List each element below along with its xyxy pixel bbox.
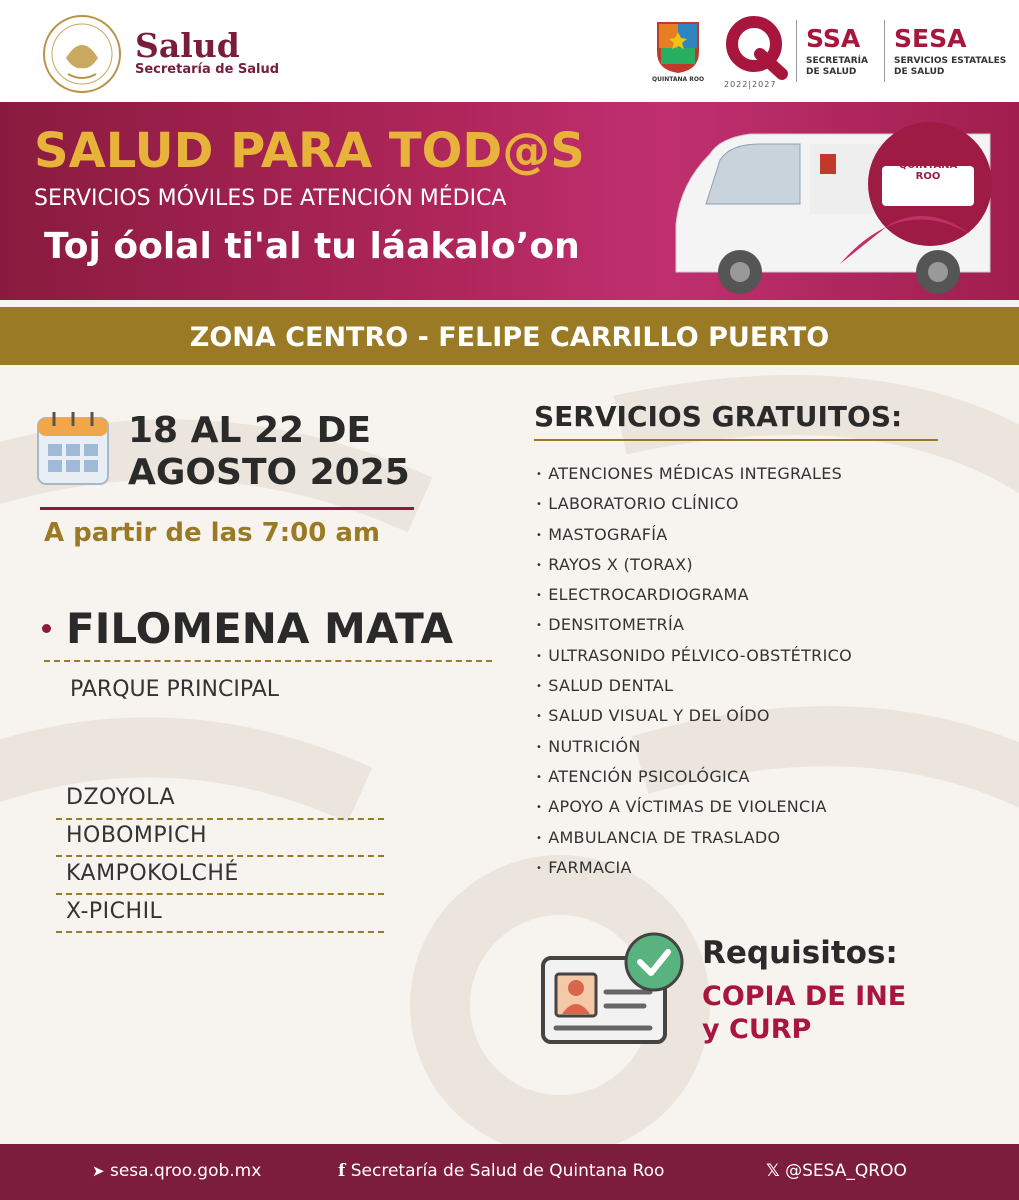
secretaria-logo-text: Secretaría de Salud bbox=[135, 62, 280, 77]
requirements-text bbox=[702, 980, 906, 1046]
service-item: • SALUD DENTAL bbox=[536, 674, 852, 704]
cursor-icon: ➤ bbox=[92, 1162, 105, 1180]
location-underline bbox=[44, 660, 492, 662]
service-item: • FARMACIA bbox=[536, 856, 852, 886]
community-item: KAMPOKOLCHÉ bbox=[66, 861, 239, 886]
service-item: • APOYO A VÍCTIMAS DE VIOLENCIA bbox=[536, 795, 852, 825]
banner-maya-slogan: Toj óolal ti'al tu láakalo’on bbox=[44, 226, 580, 267]
salud-logo-text: Salud bbox=[135, 26, 240, 65]
term-years: 2022|2027 bbox=[724, 80, 777, 89]
website-text: sesa.qroo.gob.mx bbox=[109, 1161, 262, 1181]
service-item: • ATENCIÓN PSICOLÓGICA bbox=[536, 765, 852, 795]
community-divider bbox=[56, 855, 384, 857]
date-underline bbox=[40, 507, 414, 510]
id-card-check-icon bbox=[540, 930, 690, 1048]
requirement-curp: y CURP bbox=[702, 1014, 812, 1045]
x-link[interactable] bbox=[766, 1161, 907, 1181]
service-item: • SALUD VISUAL Y DEL OÍDO bbox=[536, 704, 852, 734]
date-line-1: 18 AL 22 DE bbox=[128, 410, 372, 451]
banner-subtitle: SERVICIOS MÓVILES DE ATENCIÓN MÉDICA bbox=[34, 186, 507, 211]
calendar-icon bbox=[36, 408, 110, 486]
community-divider bbox=[56, 818, 384, 820]
facebook-link[interactable] bbox=[338, 1161, 664, 1181]
facebook-text: Secretaría de Salud de Quintana Roo bbox=[350, 1161, 665, 1181]
mobile-clinic-van-icon bbox=[670, 114, 1000, 300]
service-item: • RAYOS X (TORAX) bbox=[536, 553, 852, 583]
ssa-sub2: DE SALUD bbox=[806, 67, 857, 77]
services-underline bbox=[534, 439, 938, 441]
ssa-sub1: SECRETARÍA bbox=[806, 56, 868, 66]
service-item: • NUTRICIÓN bbox=[536, 735, 852, 765]
header-divider bbox=[796, 20, 797, 82]
venue-name: PARQUE PRINCIPAL bbox=[70, 677, 280, 702]
coat-of-arms-icon bbox=[38, 12, 126, 96]
services-title: SERVICIOS GRATUITOS: bbox=[534, 400, 903, 433]
service-item: • ELECTROCARDIOGRAMA bbox=[536, 583, 852, 613]
q-logo-icon bbox=[720, 14, 790, 80]
quintana-roo-caption: QUINTANA ROO bbox=[652, 76, 705, 83]
service-item: • LABORATORIO CLÍNICO bbox=[536, 492, 852, 522]
service-item: • ATENCIONES MÉDICAS INTEGRALES bbox=[536, 462, 852, 492]
sesa-logo-text: SESA bbox=[894, 24, 967, 53]
event-time: A partir de las 7:00 am bbox=[44, 518, 381, 548]
requirements-title: Requisitos: bbox=[702, 935, 898, 971]
website-link[interactable] bbox=[92, 1161, 261, 1181]
sesa-sub1: SERVICIOS ESTATALES bbox=[894, 56, 1007, 66]
van-logo-text: QUINTANA ROO bbox=[898, 160, 958, 182]
ssa-logo-text: SSA bbox=[806, 24, 861, 53]
facebook-icon: f bbox=[338, 1161, 346, 1181]
sesa-sub2: DE SALUD bbox=[894, 67, 945, 77]
community-item: HOBOMPICH bbox=[66, 823, 208, 848]
x-icon: 𝕏 bbox=[766, 1161, 780, 1181]
quintana-roo-shield-icon bbox=[655, 16, 701, 74]
community-divider bbox=[56, 931, 384, 933]
community-divider bbox=[56, 893, 384, 895]
event-date bbox=[128, 410, 410, 494]
zone-title: ZONA CENTRO - FELIPE CARRILLO PUERTO bbox=[189, 322, 830, 353]
service-item: • DENSITOMETRÍA bbox=[536, 613, 852, 643]
community-item: X-PICHIL bbox=[66, 899, 163, 924]
location-bullet bbox=[42, 624, 51, 633]
x-handle-text: @SESA_QROO bbox=[785, 1161, 907, 1181]
service-item: • ULTRASONIDO PÉLVICO-OBSTÉTRICO bbox=[536, 644, 852, 674]
service-item: • MASTOGRAFÍA bbox=[536, 523, 852, 553]
services-list bbox=[536, 462, 852, 886]
location-name: FILOMENA MATA bbox=[66, 604, 453, 653]
header-divider-2 bbox=[884, 20, 885, 82]
service-item: • AMBULANCIA DE TRASLADO bbox=[536, 826, 852, 856]
requirement-ine: COPIA DE INE bbox=[702, 981, 907, 1012]
banner-title: SALUD PARA TOD@S bbox=[34, 123, 585, 179]
date-line-2: AGOSTO 2025 bbox=[128, 452, 410, 493]
community-item: DZOYOLA bbox=[66, 785, 175, 810]
